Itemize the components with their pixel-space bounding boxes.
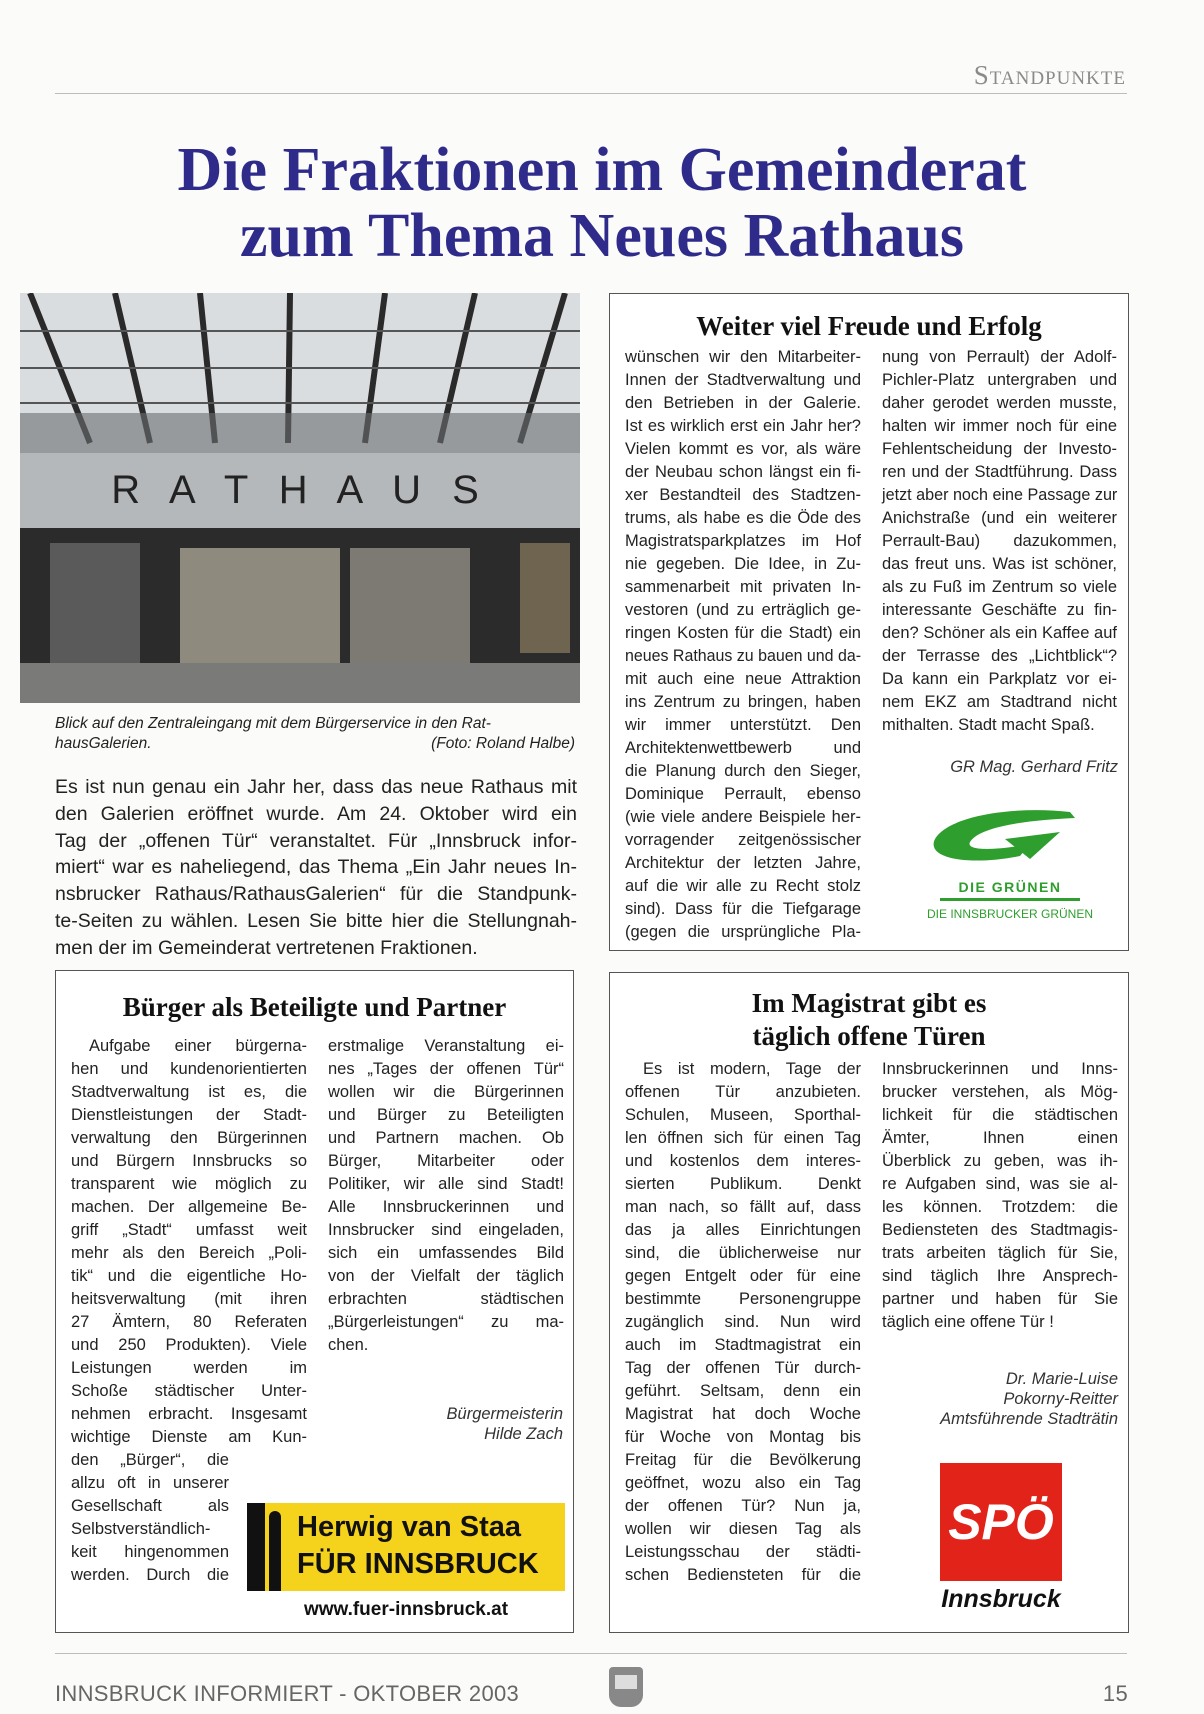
text-line: der offenen Tür? Nun ja, (625, 1497, 861, 1515)
text-line: daher gerodet werden musste, (882, 394, 1117, 412)
text-line: halten wir immer noch für eine (882, 417, 1117, 435)
text-line: partner und haben für Sie (882, 1290, 1118, 1308)
spoe-column-1 (625, 1058, 861, 1587)
text-line: mehr als den Bereich „Poli- (71, 1244, 307, 1262)
spoe-logo: SPÖ (940, 1463, 1062, 1581)
text-line: täglich eine offene Tür ! (882, 1313, 1054, 1331)
intro-text (55, 774, 577, 962)
text-line: (gegen die ursprüngliche Pla- (625, 923, 861, 941)
text-line: sind). Dass für die Tiefgarage (625, 900, 861, 918)
text-line: Perrault-Bau) dazukommen, (882, 532, 1117, 550)
oevp-column-1-narrow (71, 1449, 229, 1587)
page-number: 15 (1102, 1681, 1128, 1706)
text-line: Aufgabe einer bürgerna- (89, 1037, 307, 1055)
text-line: mit auch eine neue Attraktion (625, 670, 861, 688)
text-line: len öffnen sich für einen Tag (625, 1129, 861, 1147)
oevp-signature-line1: Bürgermeisterin (446, 1405, 563, 1423)
spoe-signature-line2: Pokorny-Reitter (1003, 1390, 1118, 1408)
text-line: trums, als habe es die Öde des (625, 509, 861, 527)
text-line: das ja alles Einrichtungen (625, 1221, 861, 1239)
text-line: miert“ war es naheliegend, das Thema „Ein Jahr neues In- (55, 856, 577, 879)
text-line: verwaltung den Bürgerinnen (71, 1129, 307, 1147)
spoe-signature-line3: Amtsführende Stadträtin (940, 1410, 1118, 1428)
text-line: interessante Geschäfte zu fin- (882, 601, 1117, 619)
text-line: und 250 Produkten). Viele (71, 1336, 307, 1354)
text-line: Tag der offenen Tür durch- (625, 1359, 861, 1377)
page-title-line2: zum Thema Neues Rathaus (240, 202, 964, 270)
text-line: offenen Tür anzubieten. (625, 1083, 861, 1101)
gruene-g-icon (910, 804, 1110, 874)
text-line: wollen wir diesen Tag als (625, 1520, 861, 1538)
text-line: Pichler-Platz untergraben und (882, 371, 1117, 389)
spoe-logo-subtitle: Innsbruck (941, 1585, 1061, 1613)
text-line: werden. Durch die (71, 1566, 229, 1584)
text-line: chen. (328, 1336, 369, 1354)
text-line: Innsbruckerinnen und Inns- (882, 1060, 1118, 1078)
gruene-heading: Weiter viel Freude und Erfolg (696, 311, 1042, 341)
text-line: und Bürger zu Beteiligten (328, 1106, 564, 1124)
gruene-column-1 (625, 346, 861, 944)
text-line: und kostenlos dem interes- (625, 1152, 861, 1170)
text-line: vorragender zeitgenössischer (625, 831, 861, 849)
text-line: ren und der Stadtführung. Dass (882, 463, 1117, 481)
photo-caption-line1: Blick auf den Zentraleingang mit dem Bürgerservice in den Rat- (55, 715, 491, 732)
text-line: nehmen erbracht. Insgesamt (71, 1405, 307, 1423)
oevp-signature-line2: Hilde Zach (484, 1425, 563, 1443)
text-line: „Bürgerleistungen“ zu ma- (328, 1313, 564, 1331)
oevp-statement-box (55, 970, 574, 1633)
text-line: Ist es wirklich erst ein Jahr her? (625, 417, 861, 435)
text-line: Da kann ein Parkplatz vor ei- (882, 670, 1117, 688)
rathaus-photo (20, 293, 580, 703)
rathaus-sign-lettering: R A T H A U S (111, 468, 489, 512)
crest-bridge-shape (615, 1675, 637, 1689)
text-line: griff „Stadt“ umfasst weit (71, 1221, 307, 1239)
photo-caption-line2: hausGalerien. (55, 735, 152, 752)
text-line: Tag der „offenen Tür“ veranstaltet. Für „Innsbruck infor- (55, 829, 577, 852)
text-line: Dienstleistungen der Stadt- (71, 1106, 307, 1124)
text-line: jetzt aber noch eine Passage zur (882, 486, 1118, 504)
text-line: von der Vielfalt der täglich (328, 1267, 564, 1285)
text-line: machen. Der allgemeine Be- (71, 1198, 307, 1216)
footer-rule (55, 1653, 1127, 1654)
gruene-logo-rule (940, 898, 1080, 901)
text-line: den „Bürger“, die (71, 1451, 229, 1469)
text-line: den Betrieben in der Galerie. (625, 394, 861, 412)
text-line: nsbrucker Rathaus/RathausGalerien“ für die Standpunk- (55, 883, 577, 906)
text-line: auf die wir alle zu Recht stolz (625, 877, 861, 895)
text-line: Fehlentscheidung der Investo- (882, 440, 1117, 458)
text-line: keit hingenommen (71, 1543, 229, 1561)
text-line: erstmalige Veranstaltung ei- (328, 1037, 564, 1055)
text-line: re Aufgaben sind, was sie al- (882, 1175, 1118, 1193)
oevp-column-2 (328, 1035, 564, 1357)
text-line: schen Bediensteten für die (625, 1566, 861, 1584)
text-line: als zu Fuß im Zentrum so viele (882, 578, 1117, 596)
text-line: sammenarbeit mit privaten In- (625, 578, 861, 596)
text-line: nie gegeben. Die Idee, in Zu- (625, 555, 861, 573)
ad-line2: FÜR INNSBRUCK (297, 1548, 539, 1580)
ad-silhouette-icon (247, 1503, 265, 1591)
text-line: erbrachten städtischen (328, 1290, 564, 1308)
van-staa-ad (247, 1503, 565, 1591)
text-line: hen und kundenorientierten (71, 1060, 307, 1078)
text-line: Vielen kommt es vor, als wäre (625, 440, 861, 458)
text-line: das freut uns. Was ist schöner, (882, 555, 1117, 573)
ad-tower-icon (269, 1511, 281, 1591)
text-line: 27 Ämtern, 80 Referaten (71, 1313, 307, 1331)
text-line: den? Schöner als ein Kaffee auf (882, 624, 1117, 642)
spoe-signature-line1: Dr. Marie-Luise (1005, 1370, 1118, 1388)
text-line: (wie viele andere Beispiele her- (625, 808, 861, 826)
text-line: neues Rathaus zu bauen und da- (625, 647, 862, 665)
header-rule (55, 93, 1127, 94)
text-line: wollen wir die Bürgerinnen (328, 1083, 564, 1101)
text-line: zugänglich sind. Nun wird (625, 1313, 861, 1331)
spoe-heading-line2: täglich offene Türen (752, 1021, 986, 1051)
gruene-column-2 (882, 346, 1117, 737)
text-line: Überblick zu geben, was ih- (882, 1152, 1118, 1170)
text-line: Schulen, Museen, Sporthal- (625, 1106, 861, 1124)
text-line: für Woche von Montag bis (625, 1428, 861, 1446)
spoe-heading-line1: Im Magistrat gibt es (751, 988, 987, 1018)
text-line: den Galerien eröffnet wurde. Am 24. Oktober wird ein (55, 802, 577, 825)
text-line: Architektenwettbewerb und (625, 739, 861, 757)
text-line: Ämter, Ihnen einen (882, 1129, 1118, 1147)
text-line: geöffnet, wozu also ein Tag (625, 1474, 861, 1492)
text-line: Bediensteten des Stadtmagis- (882, 1221, 1118, 1239)
text-line: Anichstraße (und ein weiterer (882, 509, 1117, 527)
text-line: sierten Publikum. Denkt (625, 1175, 861, 1193)
text-line: gegen Entgelt oder für eine (625, 1267, 861, 1285)
text-line: te-Seiten zu wählen. Lesen Sie bitte hier die Stellungnah- (55, 909, 577, 932)
text-line: die Planung durch den Sieger, (625, 762, 861, 780)
text-line: Politiker, wir alle sind Stadt! (328, 1175, 564, 1193)
text-line: allzu oft in unserer (71, 1474, 229, 1492)
text-line: sind täglich Ihre Ansprech- (882, 1267, 1118, 1285)
spoe-column-2 (882, 1058, 1118, 1334)
text-line: ins Zentrum zu bringen, haben (625, 693, 861, 711)
text-line: wir immer unterstützt. Den (625, 716, 861, 734)
text-line: mithalten. Stadt macht Spaß. (882, 716, 1095, 734)
page-title-line1: Die Fraktionen im Gemeinderat (177, 136, 1027, 204)
text-line: nem EKZ am Stadtrand nicht (882, 693, 1117, 711)
text-line: Dominique Perrault, ebenso (625, 785, 861, 803)
text-line: Es ist nun genau ein Jahr her, dass das neue Rathaus mit (55, 776, 577, 798)
section-label: Standpunkte (973, 60, 1126, 90)
text-line: lichkeit für die städtischen (882, 1106, 1118, 1124)
text-line: xer Bestandteil des Stadtzen- (625, 486, 861, 504)
text-line: ringen Kosten für die Stadt) ein (625, 624, 861, 642)
text-line: trats arbeiten täglich für Sie, (882, 1244, 1118, 1262)
text-line: wichtige Dienste am Kun- (71, 1428, 307, 1446)
text-line: wünschen wir den Mitarbeiter- (625, 348, 861, 366)
text-line: auch im Stadtmagistrat ein (625, 1336, 861, 1354)
text-line: nung von Perrault) der Adolf- (882, 348, 1117, 366)
gruene-logo-name: DIE GRÜNEN (958, 879, 1062, 895)
text-line: nes „Tages der offenen Tür“ (328, 1060, 564, 1078)
text-line: vestoren (und zu erträglich ge- (625, 601, 861, 619)
oevp-heading: Bürger als Beteiligte und Partner (122, 992, 507, 1022)
text-line: Schoße städtischer Unter- (71, 1382, 307, 1400)
text-line: bestimmte Personengruppe (625, 1290, 861, 1308)
spoe-statement-box (609, 972, 1129, 1633)
text-line: Magistratsparkplatzes im Hof (625, 532, 861, 550)
city-crest-icon (609, 1667, 643, 1707)
gruene-signature: GR Mag. Gerhard Fritz (950, 758, 1118, 776)
text-line: und Partnern machen. Ob (328, 1129, 564, 1147)
text-line: sich ein umfassendes Bild (328, 1244, 564, 1262)
footer-publication: INNSBRUCK INFORMIERT - OKTOBER 2003 (55, 1681, 520, 1706)
text-line: heitsverwaltung (mit ihren (71, 1290, 307, 1308)
text-line: Gesellschaft als (71, 1497, 229, 1515)
text-line: men der im Gemeinderat vertretenen Fraktionen. (55, 936, 478, 959)
photo-credit: (Foto: Roland Halbe) (431, 735, 575, 752)
text-line: geführt. Seltsam, denn ein (625, 1382, 861, 1400)
text-line: und Bürgern Innsbrucks so (71, 1152, 307, 1170)
text-line: Selbstverständlich- (71, 1520, 211, 1538)
oevp-column-1 (71, 1035, 307, 1449)
text-line: Architektur der letzten Jahre, (625, 854, 861, 872)
gruene-statement-box (609, 293, 1129, 951)
text-line: man nach, so fällt auf, dass (625, 1198, 861, 1216)
text-line: tik“ und die eigentliche Ho- (71, 1267, 307, 1285)
text-line: Innsbrucker sind eingeladen, (328, 1221, 564, 1239)
text-line: der Neubau schon längst ein fi- (625, 463, 861, 481)
text-line: Es ist modern, Tage der (643, 1060, 861, 1078)
text-line: Alle Innsbruckerinnen und (328, 1198, 564, 1216)
gruene-logo (910, 804, 1110, 934)
text-line: Magistrat hat doch Woche (625, 1405, 861, 1423)
text-line: Innen der Stadtverwaltung und (625, 371, 861, 389)
text-line: Leistungsschau der städti- (625, 1543, 861, 1561)
text-line: Stadtverwaltung ist es, die (71, 1083, 307, 1101)
text-line: der Terrasse des „Lichtblick“? (882, 647, 1117, 665)
ad-url: www.fuer-innsbruck.at (303, 1599, 509, 1620)
text-line: brucker verstehen, als Mög- (882, 1083, 1118, 1101)
gruene-logo-subtitle: DIE INNSBRUCKER GRÜNEN (926, 907, 1094, 921)
text-line: Leistungen werden im (71, 1359, 307, 1377)
text-line: Freitag für die Bevölkerung (625, 1451, 861, 1469)
text-line: Bürger, Mitarbeiter oder (328, 1152, 564, 1170)
text-line: sind, die üblicherweise nur (625, 1244, 861, 1262)
ad-line1: Herwig van Staa (297, 1511, 522, 1543)
text-line: les können. Trotzdem: die (882, 1198, 1118, 1216)
text-line: transparent wie möglich zu (71, 1175, 307, 1193)
